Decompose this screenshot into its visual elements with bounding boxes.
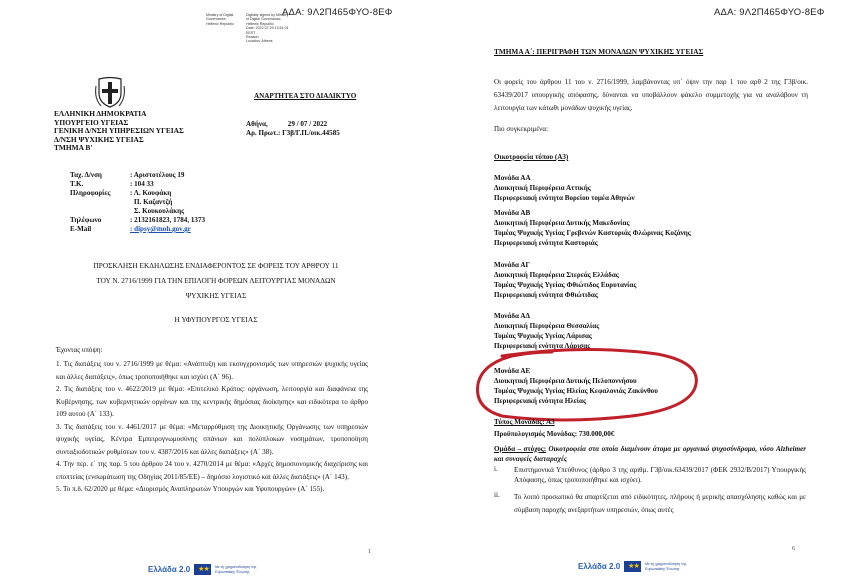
list-marker-i: i. <box>494 465 498 473</box>
preamble-list <box>56 358 368 496</box>
right-document-page <box>432 0 865 577</box>
section-intro: Οι φορείς του άρθρου 11 του ν. 2716/1999, λαμβάνοντας υπ΄ όψιν την παρ 1 του αρθ 2 της Γ3β/οικ. 63439/2017 υπουργικής απόφασης, δύνανται να υποβάλλουν φάκελο συμμετοχής για να αναλάβουν τη λειτουργία των κάτωθι μονάδων ψυχικής υγείας. <box>494 78 808 112</box>
publish-note: ΑΝΑΡΤΗΤΕΑ ΣΤΟ ΔΙΑΔΙΚΤΥΟ <box>254 92 357 100</box>
issuing-authority: ΕΛΛΗΝΙΚΗ ΔΗΜΟΚΡΑΤΙΑ ΥΠΟΥΡΓΕΙΟ ΥΓΕΙΑΣ ΓΕΝΙΚΗ Δ/ΝΣΗ ΥΠΗΡΕΣΙΩΝ ΥΓΕΙΑΣ Δ/ΝΣΗ ΨΥΧΙΚΗΣ ΥΓΕΙΑΣ ΤΜΗΜΑ Β' <box>54 109 184 153</box>
signer-title: Η ΥΦΥΠΟΥΡΓΟΣ ΥΓΕΙΑΣ <box>174 315 258 324</box>
staff-item-i: Επιστημονικά Υπεύθυνος (άρθρο 3 της αριθμ. Γ3β/οικ.63439/2017 (ΦΕΚ 2932/Β/2017) Υπουργικής Απόφασης, όπως τροποποιήθηκε και ισχύει). <box>514 466 806 484</box>
left-document-page <box>0 0 432 577</box>
preamble-item: 1. Τις διατάξεις του ν. 2716/1999 με θέμα: «Ανάπτυξη και εκσυγχρονισμός των υπηρεσιών ψυχικής υγείας και άλλες διατάξεις», όπως τροποποιήθηκε και ισχύει (Α΄ 96). <box>56 360 368 381</box>
greece-2-0-logo: Ελλάδα 2.0 <box>578 562 621 571</box>
preamble-intro: Έχοντας υπόψη: <box>56 346 103 354</box>
unit-block-ad: Μονάδα ΑΔ Διοικητική Περιφέρεια Θεσσαλίας Τομέας Ψυχικής Υγείας Λάρισας Περιφερειακή ενότητα Λάρισας <box>494 312 600 350</box>
unit-block-ae: Μονάδα ΑΕ Διοικητική Περιφέρεια Δυτικής Πελοποννήσου Τομέας Ψυχικής Υγείας Ηλείας Κεφαλονιάς Ζακύνθου Περιφερειακή ενότητα Ηλείας <box>494 367 658 405</box>
unit-type-heading: Οικοτροφεία τύπου (Α3) <box>494 153 569 161</box>
preamble-item: 4. Την περ. ε΄ της παρ. 5 του άρθρου 24 του ν. 4270/2014 με θέμα: «Αρχές δημοσιονομικής διαχείρισης και εποπτείας (ενσωμάτωση της Οδηγίας 2011/85/ΕΕ) – δημόσιο λογιστικό και άλλες διατάξεις» (Α΄ 143). <box>56 460 368 481</box>
ada-code: ΑΔΑ: 9Λ2Π465ΦΥΟ-8ΕΦ <box>282 7 393 18</box>
digital-signature-issuer: Ministry of Digital Governance, Hellenic Republic <box>206 13 234 26</box>
staff-item-ii: Το λοιπό προσωπικό θα απαρτίζεται από ειδικότητες, πλήρους ή μερικής απασχόλησης καθώς και με σύμβαση παροχής ανεξαρτήτων υπηρεσιών, όπως αυτές <box>514 493 806 514</box>
contact-block: Ταχ. Δ/νση : Αριστοτέλους 19 Τ.Κ. : 104 33 Πληροφορίες : Λ. Κουφάκη Π. Καζαντζή Σ. Κουκουλάκης Τηλέφωνο : 2132161823, 1784, 1373 E-Mail : dipsy@moh.gov.gr <box>70 171 206 233</box>
preamble-item: 5. Το π.δ. 62/2020 με θέμα: «Διορισμός Αναπληρωτών Υπουργών και Υφυπουργών» (Α΄ 155). <box>56 485 325 493</box>
unit-type-line: Τύπος Μονάδας: Α3 <box>494 418 555 426</box>
email-link[interactable]: : dipsy@moh.gov.gr <box>130 225 191 233</box>
greece-2-0-logo: Ελλάδα 2.0 <box>148 565 191 574</box>
page-number: 6 <box>792 546 795 552</box>
ada-code: ΑΔΑ: 9Λ2Π465ΦΥΟ-8ΕΦ <box>714 7 825 18</box>
document-title: ΠΡΟΣΚΛΗΣΗ ΕΚΔΗΛΩΣΗΣ ΕΝΔΙΑΦΕΡΟΝΤΟΣ ΣΕ ΦΟΡΕΙΣ ΤΟΥ ΑΡΘΡΟΥ 11 ΤΟΥ Ν. 2716/1999 ΓΙΑ ΤΗΝ ΕΠΙΛΟΓΗ ΦΟΡΕΩΝ ΛΕΙΤΟΥΡΓΙΑΣ ΜΟΝΑΔΩΝ ΨΥΧΙΚΗΣ ΥΓΕΙΑΣ <box>93 261 339 300</box>
unit-block-aa: Μονάδα ΑΑ Διοικητική Περιφέρεια Αττικής Περιφερειακή ενότητα Βορείου τομέα Αθηνών <box>494 174 635 202</box>
page-number: 1 <box>368 549 371 555</box>
eu-funding-note: Με τη χρηματοδότηση της Ευρωπαϊκής Ένωσης <box>215 565 257 574</box>
section-title: ΤΜΗΜΑ Α΄: ΠΕΡΙΓΡΑΦΗ ΤΩΝ ΜΟΝΑΔΩΝ ΨΥΧΙΚΗΣ ΥΓΕΙΑΣ <box>494 47 704 56</box>
list-marker-ii: ii. <box>494 491 500 499</box>
document-date: Αθήνα, 29 / 07 / 2022 <box>246 120 328 128</box>
highlight-circle-annotation <box>472 346 702 424</box>
footer-logos <box>148 564 259 575</box>
preamble-item: 2. Τις διατάξεις του ν. 4622/2019 με θέμα: «Επιτελικό Κράτος: οργάνωση, λειτουργία και διαφάνεια της Κυβέρνησης, των κυβερνητικών οργάνων και της κεντρικής δημόσιας διοίκησης» και ειδικότερα το άρθρο 109 αυτού (Α΄ 133). <box>56 385 368 418</box>
target-group: Ομάδα – στόχος: Οικοτροφεία στα οποία διαμένουν άτομα με οργανικό ψυχοσύνδρομο, νόσο Alzheimer και συναφείς διαταραχές <box>494 445 807 463</box>
unit-block-ab: Μονάδα ΑΒ Διοικητική Περιφέρεια Δυτικής Μακεδονίας Τομέας Ψυχικής Υγείας Γρεβενών Καστοριάς Φλώρινας Κοζάνης Περιφερειακή ενότητα Καστοριάς <box>494 209 691 247</box>
digital-signature-details: Digitally signed by Ministry of Digital Governance, Hellenic Republic Date: 2022.07.29 13:51:01 EEST Reason: Location: Athens <box>246 13 289 44</box>
eu-flag-icon: ★★ <box>624 561 641 572</box>
section-intro-tail: Πιο συγκεκριμένα: <box>494 125 549 133</box>
unit-block-ag: Μονάδα ΑΓ Διοικητική Περιφέρεια Στερεάς Ελλάδας Τομέας Ψυχικής Υγείας Φθιώτιδος Ευρυτανίας Περιφερειακή ενότητα Φθιώτιδας <box>494 261 637 299</box>
unit-budget: Προϋπολογισμός Μονάδας: 730.000,00€ <box>494 430 615 438</box>
eu-funding-note: Με τη χρηματοδότηση της Ευρωπαϊκής Ένωσης <box>645 562 687 571</box>
preamble-item: 3. Τις διατάξεις του ν. 4461/2017 με θέμα: «Μεταρρύθμιση της Διοικητικής Οργάνωσης των υπηρεσιών ψυχικής υγείας, Κέντρα Εμπειρογνωμοσύνης σπάνιων και πολύπλοκων νοσημάτων, τροποποίηση συνταξιοδοτικών ρυθμίσεων του ν. 4387/2016 και άλλες διατάξεις» (Α΄ 38). <box>56 422 368 456</box>
eu-flag-icon: ★★ <box>194 564 211 575</box>
protocol-number: Αρ. Πρωτ.: Γ3β/Γ.Π./οικ.44585 <box>246 129 340 137</box>
footer-logos <box>578 561 689 572</box>
